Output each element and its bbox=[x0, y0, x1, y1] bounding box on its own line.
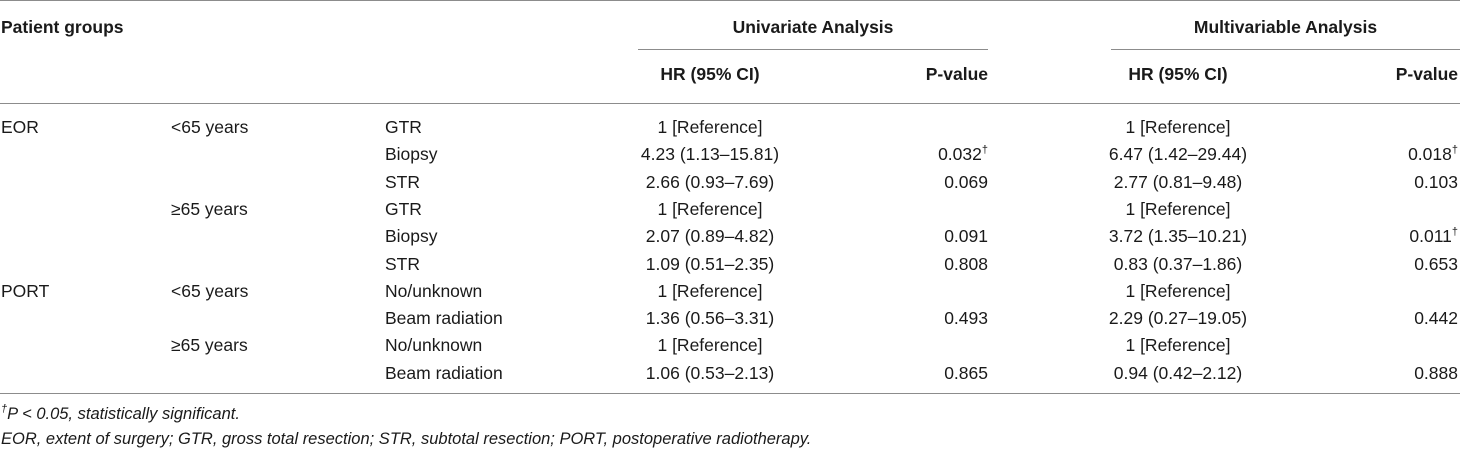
cell-multivariable-p-text: 0.653 bbox=[1414, 254, 1458, 274]
cell-patient-group-text: PORT bbox=[1, 281, 50, 301]
cell-multivariable-p-text: 0.018 bbox=[1408, 144, 1452, 164]
cell-patient-group bbox=[1, 119, 151, 137]
cell-univariate-hr-text: 1 [Reference] bbox=[657, 281, 763, 301]
cell-age-group-text: ≥65 years bbox=[171, 335, 248, 355]
cell-univariate-hr bbox=[610, 119, 810, 137]
header-multivariable: Multivariable Analysis bbox=[1193, 17, 1378, 37]
header-univariate: Univariate Analysis bbox=[732, 17, 894, 37]
table-bottom-rule bbox=[0, 393, 1460, 394]
cell-multivariable-hr-text: 2.77 (0.81–9.48) bbox=[1113, 172, 1243, 192]
cell-univariate-p-text: 0.493 bbox=[944, 308, 988, 328]
header-bottom-rule bbox=[0, 103, 1460, 104]
cell-multivariable-hr-text: 0.94 (0.42–2.12) bbox=[1113, 363, 1243, 383]
cell-univariate-p-text: 0.032 bbox=[938, 144, 982, 164]
cell-univariate-p-text: 0.808 bbox=[944, 254, 988, 274]
cell-multivariable-p bbox=[1330, 310, 1458, 328]
cell-multivariable-hr-text: 3.72 (1.35–10.21) bbox=[1108, 226, 1248, 246]
cell-univariate-p bbox=[860, 146, 988, 164]
cell-category-text: STR bbox=[385, 172, 420, 192]
cell-category bbox=[385, 119, 605, 137]
cell-multivariable-hr-text: 6.47 (1.42–29.44) bbox=[1108, 144, 1248, 164]
cell-multivariable-p-text: 0.103 bbox=[1414, 172, 1458, 192]
cell-univariate-p bbox=[860, 228, 988, 246]
cell-univariate-hr bbox=[610, 174, 810, 192]
cell-univariate-hr bbox=[610, 201, 810, 219]
cell-category-text: STR bbox=[385, 254, 420, 274]
cell-multivariable-hr bbox=[1078, 174, 1278, 192]
cell-univariate-hr bbox=[610, 228, 810, 246]
cell-univariate-hr bbox=[610, 310, 810, 328]
cell-multivariable-hr-text: 1 [Reference] bbox=[1125, 117, 1231, 137]
footnote-significance-text: P < 0.05, statistically significant. bbox=[7, 405, 240, 423]
cell-univariate-p bbox=[860, 256, 988, 274]
cell-multivariable-hr bbox=[1078, 283, 1278, 301]
cell-category bbox=[385, 256, 605, 274]
cell-univariate-p bbox=[860, 174, 988, 192]
cell-category bbox=[385, 174, 605, 192]
cell-multivariable-hr-text: 1 [Reference] bbox=[1125, 281, 1231, 301]
significance-dagger: † bbox=[981, 144, 988, 156]
cell-multivariable-hr bbox=[1078, 119, 1278, 137]
cell-category-text: GTR bbox=[385, 199, 422, 219]
univariate-underline bbox=[638, 49, 988, 50]
cell-multivariable-p-text: 0.442 bbox=[1414, 308, 1458, 328]
cell-category-text: Beam radiation bbox=[385, 363, 503, 383]
cell-category bbox=[385, 337, 605, 355]
cell-univariate-p bbox=[860, 365, 988, 383]
cell-age-group-text: ≥65 years bbox=[171, 199, 248, 219]
cell-multivariable-hr bbox=[1078, 310, 1278, 328]
cell-category-text: No/unknown bbox=[385, 335, 483, 355]
cell-category bbox=[385, 201, 605, 219]
cell-univariate-hr-text: 1.06 (0.53–2.13) bbox=[645, 363, 775, 383]
cell-category bbox=[385, 283, 605, 301]
footnote-abbreviations: EOR, extent of surgery; GTR, gross total resection; STR, subtotal resection; PORT, postoperative radiotherapy. bbox=[1, 430, 812, 448]
cell-category-text: No/unknown bbox=[385, 281, 483, 301]
cell-multivariable-p bbox=[1330, 174, 1458, 192]
header-multivariable-pvalue: P-value bbox=[1395, 64, 1458, 84]
cell-univariate-hr-text: 1 [Reference] bbox=[657, 199, 763, 219]
cell-age-group-text: <65 years bbox=[171, 117, 249, 137]
cell-category bbox=[385, 146, 605, 164]
cell-age-group bbox=[171, 201, 321, 219]
footnote-significance bbox=[1, 405, 240, 424]
significance-dagger: † bbox=[1451, 144, 1458, 156]
cell-category-text: Biopsy bbox=[385, 226, 438, 246]
cell-multivariable-p-text: 0.888 bbox=[1414, 363, 1458, 383]
header-patient-groups: Patient groups bbox=[1, 17, 124, 37]
cell-univariate-hr-text: 2.07 (0.89–4.82) bbox=[645, 226, 775, 246]
cell-multivariable-hr bbox=[1078, 365, 1278, 383]
cell-univariate-hr-text: 1 [Reference] bbox=[657, 117, 763, 137]
cell-univariate-hr bbox=[610, 146, 810, 164]
cell-univariate-p-text: 0.865 bbox=[944, 363, 988, 383]
cell-multivariable-hr bbox=[1078, 337, 1278, 355]
cell-category bbox=[385, 365, 605, 383]
cell-univariate-hr-text: 1 [Reference] bbox=[657, 335, 763, 355]
cell-category-text: Biopsy bbox=[385, 144, 438, 164]
cell-multivariable-hr-text: 2.29 (0.27–19.05) bbox=[1108, 308, 1248, 328]
cell-multivariable-p bbox=[1330, 365, 1458, 383]
cell-univariate-hr bbox=[610, 365, 810, 383]
cell-category-text: GTR bbox=[385, 117, 422, 137]
multivariable-underline bbox=[1111, 49, 1460, 50]
cell-multivariable-hr-text: 1 [Reference] bbox=[1125, 199, 1231, 219]
cell-age-group-text: <65 years bbox=[171, 281, 249, 301]
cell-univariate-p-text: 0.069 bbox=[944, 172, 988, 192]
cell-multivariable-hr bbox=[1078, 146, 1278, 164]
cell-univariate-hr-text: 1.36 (0.56–3.31) bbox=[645, 308, 775, 328]
significance-dagger: † bbox=[1451, 226, 1458, 238]
cell-age-group bbox=[171, 283, 321, 301]
cell-multivariable-p bbox=[1330, 228, 1458, 246]
cell-univariate-hr bbox=[610, 283, 810, 301]
cell-multivariable-hr-text: 1 [Reference] bbox=[1125, 335, 1231, 355]
cell-univariate-hr-text: 4.23 (1.13–15.81) bbox=[640, 144, 780, 164]
cell-univariate-hr bbox=[610, 256, 810, 274]
cell-age-group bbox=[171, 337, 321, 355]
cell-age-group bbox=[171, 119, 321, 137]
header-univariate-pvalue: P-value bbox=[925, 64, 988, 84]
cell-category-text: Beam radiation bbox=[385, 308, 503, 328]
cell-category bbox=[385, 228, 605, 246]
footnote-dagger: † bbox=[1, 403, 8, 415]
cell-univariate-hr-text: 1.09 (0.51–2.35) bbox=[645, 254, 775, 274]
cell-multivariable-p bbox=[1330, 146, 1458, 164]
cell-multivariable-hr bbox=[1078, 201, 1278, 219]
cell-univariate-p bbox=[860, 310, 988, 328]
header-multivariable-hr: HR (95% CI) bbox=[1128, 64, 1228, 84]
cell-multivariable-hr bbox=[1078, 256, 1278, 274]
top-rule bbox=[0, 0, 1460, 1]
header-univariate-hr: HR (95% CI) bbox=[660, 64, 760, 84]
cell-univariate-hr-text: 2.66 (0.93–7.69) bbox=[645, 172, 775, 192]
cell-univariate-hr bbox=[610, 337, 810, 355]
cell-multivariable-hr bbox=[1078, 228, 1278, 246]
cell-univariate-p-text: 0.091 bbox=[944, 226, 988, 246]
cell-multivariable-hr-text: 0.83 (0.37–1.86) bbox=[1113, 254, 1243, 274]
cell-patient-group-text: EOR bbox=[1, 117, 39, 137]
cell-patient-group bbox=[1, 283, 151, 301]
cell-category bbox=[385, 310, 605, 328]
cell-multivariable-p-text: 0.011 bbox=[1409, 226, 1452, 246]
cell-multivariable-p bbox=[1330, 256, 1458, 274]
